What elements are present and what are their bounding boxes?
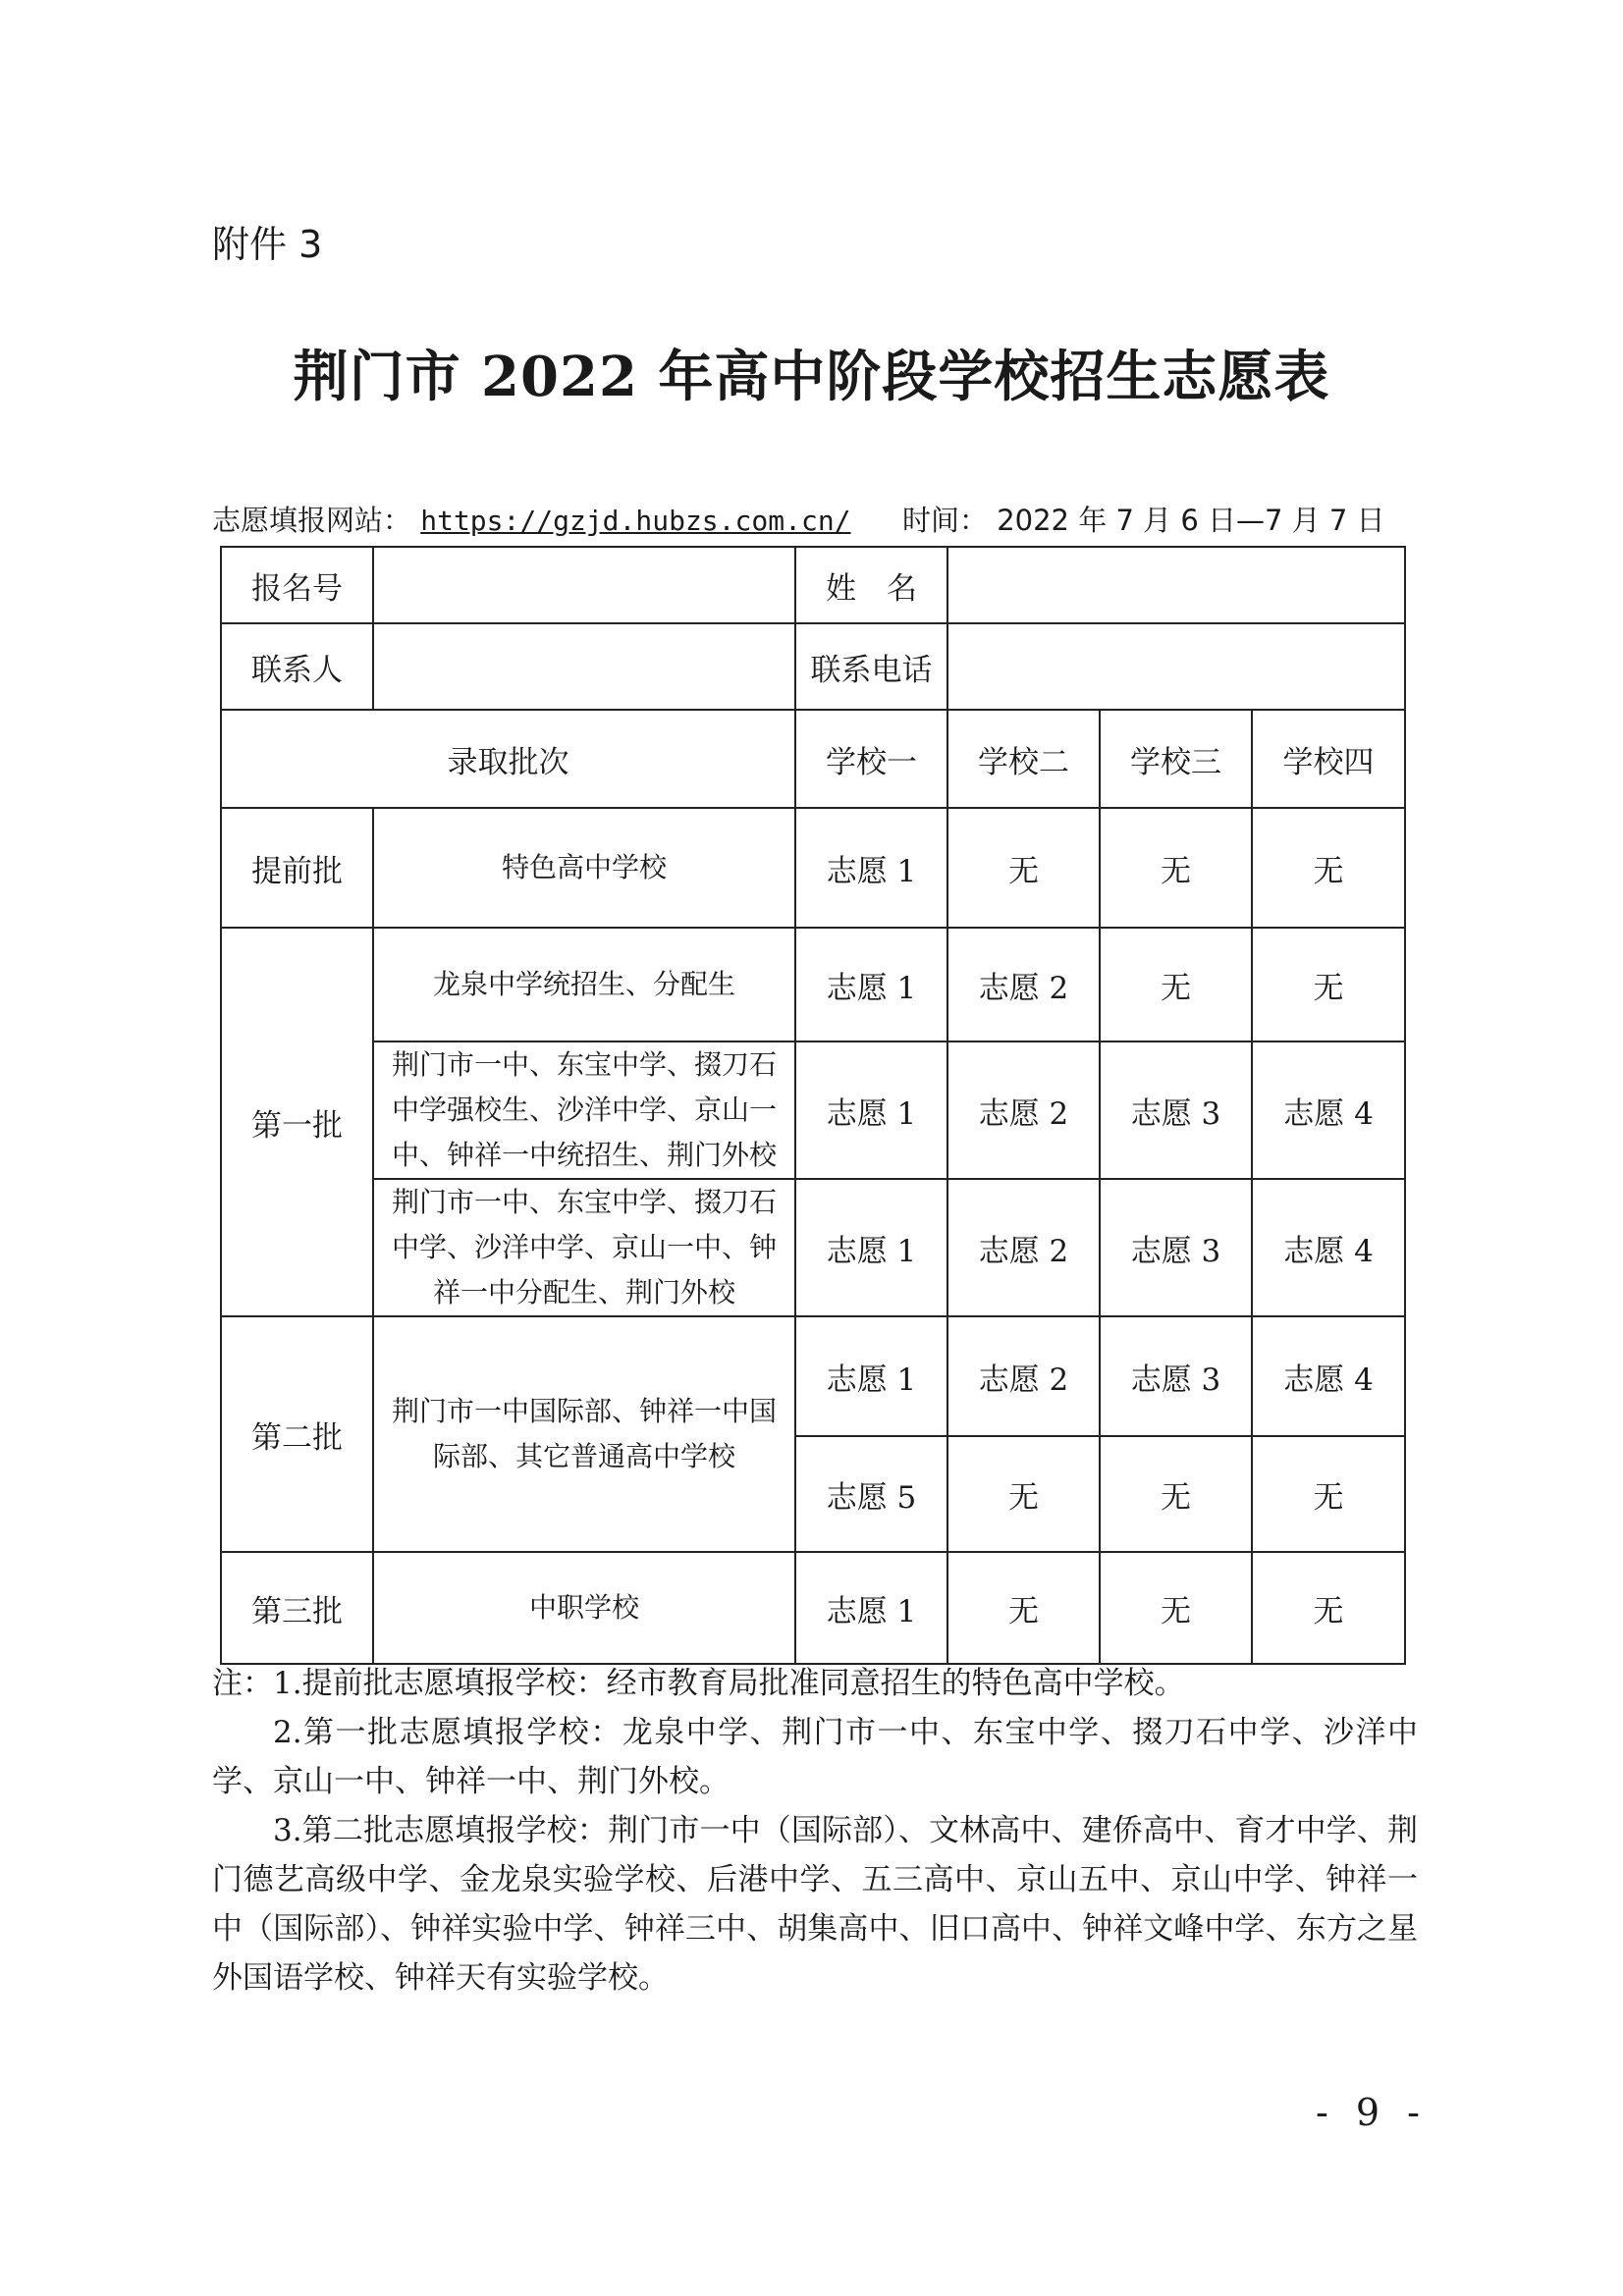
time-value: 2022 年 7 月 6 日—7 月 7 日 bbox=[997, 504, 1385, 537]
choice-cell[interactable]: 志愿 3 bbox=[1100, 1179, 1252, 1316]
page-title: 荆门市 2022 年高中阶段学校招生志愿表 bbox=[293, 345, 1330, 409]
school-header-2: 学校二 bbox=[947, 710, 1100, 808]
choice-cell[interactable]: 志愿 2 bbox=[947, 928, 1100, 1041]
choice-cell[interactable]: 志愿 1 bbox=[795, 808, 947, 928]
time-label: 时间： bbox=[901, 504, 988, 537]
phone-label: 联系电话 bbox=[795, 623, 947, 710]
batch-header: 录取批次 bbox=[221, 710, 795, 808]
choice-cell[interactable]: 志愿 1 bbox=[795, 1179, 947, 1316]
school-header-1: 学校一 bbox=[795, 710, 947, 808]
attachment-label: 附件 3 bbox=[212, 223, 323, 266]
notes bbox=[212, 1659, 1418, 2002]
table-row bbox=[221, 928, 1405, 1041]
phone-field[interactable] bbox=[947, 623, 1405, 710]
choice-cell[interactable]: 志愿 4 bbox=[1252, 1316, 1405, 1436]
choice-cell[interactable]: 无 bbox=[947, 1436, 1100, 1552]
batch-third: 第三批 bbox=[221, 1552, 373, 1664]
batch-desc: 特色高中学校 bbox=[373, 808, 795, 928]
batch-desc: 龙泉中学统招生、分配生 bbox=[373, 928, 795, 1041]
choice-cell[interactable]: 无 bbox=[1252, 808, 1405, 928]
batch-advance: 提前批 bbox=[221, 808, 373, 928]
note-1: 注：1.提前批志愿填报学校：经市教育局批准同意招生的特色高中学校。 bbox=[212, 1666, 1185, 1701]
note-3: 3.第二批志愿填报学校：荆门市一中（国际部）、文林高中、建侨高中、育才中学、荆门德艺高级中学、金龙泉实验学校、后港中学、五三高中、京山五中、京山中学、钟祥一中（国际部）、钟祥实验中学、钟祥三中、胡集高中、旧口高中、钟祥文峰中学、东方之星外国语学校、钟祥天有实验学校。 bbox=[212, 1813, 1418, 1996]
batch-desc: 荆门市一中、东宝中学、掇刀石中学、沙洋中学、京山一中、钟祥一中分配生、荆门外校 bbox=[373, 1179, 795, 1316]
choice-cell[interactable]: 志愿 3 bbox=[1100, 1041, 1252, 1179]
batch-desc: 荆门市一中国际部、钟祥一中国际部、其它普通高中学校 bbox=[373, 1316, 795, 1552]
choice-cell[interactable]: 无 bbox=[1100, 1436, 1252, 1552]
choice-cell[interactable]: 志愿 1 bbox=[795, 1041, 947, 1179]
site-label: 志愿填报网站： bbox=[212, 504, 412, 537]
table-row bbox=[221, 1316, 1405, 1436]
choice-cell[interactable]: 无 bbox=[1100, 928, 1252, 1041]
contact-label: 联系人 bbox=[221, 623, 373, 710]
school-header-3: 学校三 bbox=[1100, 710, 1252, 808]
choice-cell[interactable]: 无 bbox=[1100, 808, 1252, 928]
application-form-table bbox=[220, 546, 1406, 1665]
batch-second: 第二批 bbox=[221, 1316, 373, 1552]
choice-cell[interactable]: 志愿 5 bbox=[795, 1436, 947, 1552]
choice-cell[interactable]: 志愿 2 bbox=[947, 1179, 1100, 1316]
site-url-link[interactable]: https://gzjd.hubzs.com.cn/ bbox=[420, 505, 851, 537]
choice-cell[interactable]: 志愿 2 bbox=[947, 1041, 1100, 1179]
name-label: 姓 名 bbox=[795, 547, 947, 623]
choice-cell[interactable]: 志愿 4 bbox=[1252, 1041, 1405, 1179]
choice-cell[interactable]: 无 bbox=[947, 808, 1100, 928]
table-row bbox=[221, 1041, 1405, 1179]
reg-no-field[interactable] bbox=[373, 547, 795, 623]
table-row bbox=[221, 808, 1405, 928]
school-header-4: 学校四 bbox=[1252, 710, 1405, 808]
choice-cell[interactable]: 志愿 4 bbox=[1252, 1179, 1405, 1316]
contact-field[interactable] bbox=[373, 623, 795, 710]
choice-cell[interactable]: 志愿 2 bbox=[947, 1316, 1100, 1436]
table-row bbox=[221, 1552, 1405, 1664]
batch-desc: 中职学校 bbox=[373, 1552, 795, 1664]
page-number: - 9 - bbox=[1316, 2091, 1429, 2134]
name-field[interactable] bbox=[947, 547, 1405, 623]
note-2: 2.第一批志愿填报学校：龙泉中学、荆门市一中、东宝中学、掇刀石中学、沙洋中学、京山一中、钟祥一中、荆门外校。 bbox=[212, 1715, 1418, 1799]
choice-cell[interactable]: 无 bbox=[1252, 1436, 1405, 1552]
choice-cell[interactable]: 无 bbox=[947, 1552, 1100, 1664]
choice-cell[interactable]: 无 bbox=[1100, 1552, 1252, 1664]
batch-desc: 荆门市一中、东宝中学、掇刀石中学强校生、沙洋中学、京山一中、钟祥一中统招生、荆门外校 bbox=[373, 1041, 795, 1179]
choice-cell[interactable]: 无 bbox=[1252, 1552, 1405, 1664]
choice-cell[interactable]: 志愿 1 bbox=[795, 928, 947, 1041]
choice-cell[interactable]: 志愿 1 bbox=[795, 1316, 947, 1436]
choice-cell[interactable]: 无 bbox=[1252, 928, 1405, 1041]
choice-cell[interactable]: 志愿 3 bbox=[1100, 1316, 1252, 1436]
registration-info bbox=[212, 499, 1385, 539]
batch-first: 第一批 bbox=[221, 928, 373, 1316]
choice-cell[interactable]: 志愿 1 bbox=[795, 1552, 947, 1664]
table-row bbox=[221, 1179, 1405, 1316]
reg-no-label: 报名号 bbox=[221, 547, 373, 623]
